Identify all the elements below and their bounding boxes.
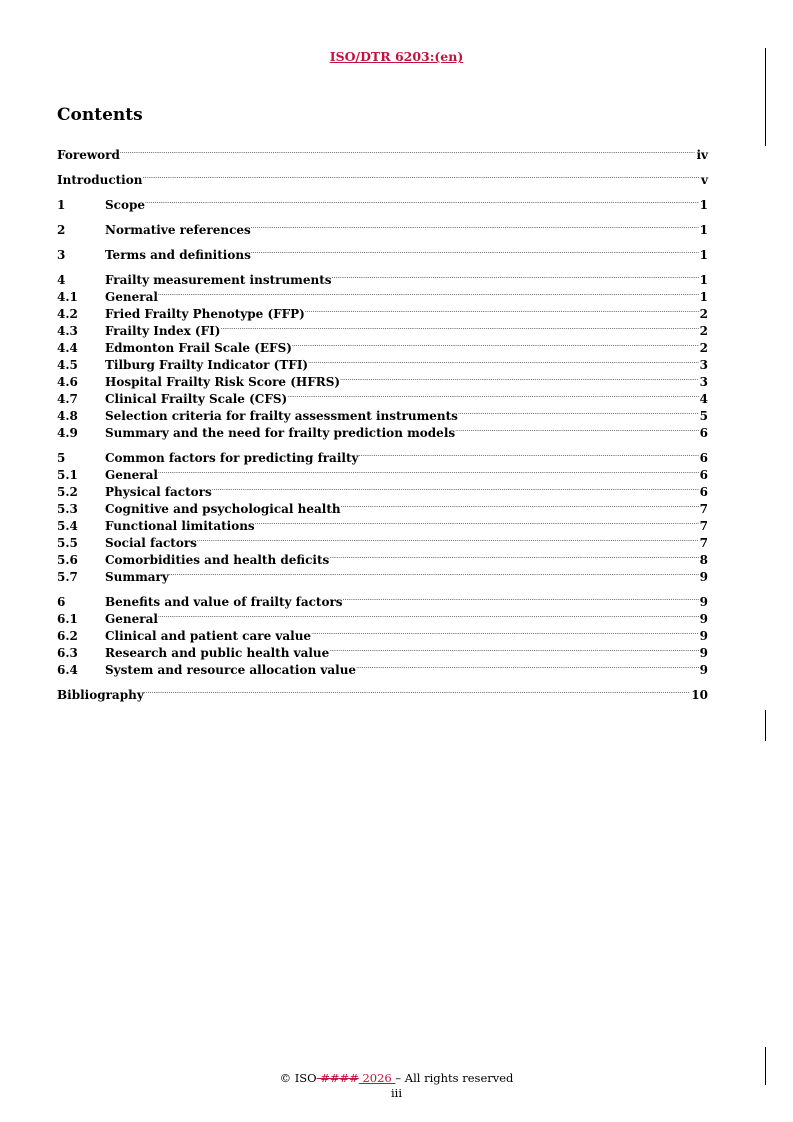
- toc-dot-leader: [158, 463, 699, 480]
- toc-entry-page: 3: [699, 375, 708, 389]
- toc-entry-page: 1: [699, 223, 708, 237]
- toc-entry[interactable]: [57, 687, 708, 704]
- change-bar-middle: [765, 710, 766, 741]
- toc-entry-page: 7: [699, 536, 708, 550]
- toc-entry-number: 5.1: [57, 468, 78, 482]
- toc-entry-page: 6: [699, 468, 708, 482]
- toc-dot-leader: [145, 193, 699, 210]
- toc-entry-label: General: [105, 290, 158, 304]
- toc-dot-leader: [356, 658, 699, 675]
- toc-entry-page: 7: [699, 519, 708, 533]
- toc-entry-page: 6: [699, 451, 708, 465]
- toc-entry-label: Normative references: [105, 223, 251, 237]
- toc-entry-page: 1: [699, 198, 708, 212]
- toc-entry-page: 5: [699, 409, 708, 423]
- toc-entry-number: 6.1: [57, 612, 78, 626]
- toc-dot-leader: [251, 243, 699, 260]
- toc-entry-number: 4.6: [57, 375, 78, 389]
- toc-entry-number: 4.8: [57, 409, 78, 423]
- toc-entry-number: 6.4: [57, 663, 78, 677]
- toc-entry-number: 6.3: [57, 646, 78, 660]
- toc-entry-page: 9: [699, 646, 708, 660]
- toc-entry-label: Clinical Frailty Scale (CFS): [105, 392, 288, 406]
- toc-entry-number: 4.7: [57, 392, 78, 406]
- toc-entry-number: 4.3: [57, 324, 78, 338]
- toc-entry-label: General: [105, 612, 158, 626]
- toc-dot-leader: [144, 683, 691, 700]
- toc-entry-page: 9: [699, 595, 708, 609]
- toc-entry-page: 6: [699, 485, 708, 499]
- toc-entry-number: 5.3: [57, 502, 78, 516]
- toc-entry[interactable]: [57, 662, 708, 679]
- toc-entry-number: 5.4: [57, 519, 78, 533]
- toc-dot-leader: [340, 370, 699, 387]
- toc-dot-leader: [169, 565, 699, 582]
- toc-dot-leader: [220, 319, 698, 336]
- toc-entry-label: General: [105, 468, 158, 482]
- toc-dot-leader: [458, 404, 699, 421]
- toc-entry-page: 9: [699, 570, 708, 584]
- copyright-line: [0, 1071, 793, 1086]
- toc-dot-leader: [358, 446, 698, 463]
- toc-entry-label: Terms and definitions: [105, 248, 251, 262]
- toc-dot-leader: [255, 514, 699, 531]
- toc-dot-leader: [142, 168, 700, 185]
- toc-entry-label: System and resource allocation value: [105, 663, 357, 677]
- toc-entry[interactable]: [57, 569, 708, 586]
- toc-entry-page: 10: [691, 688, 708, 702]
- toc-entry-label: Selection criteria for frailty assessment instruments: [105, 409, 458, 423]
- toc-entry-page: 3: [699, 358, 708, 372]
- toc-entry-number: 4.1: [57, 290, 78, 304]
- toc-dot-leader: [329, 548, 698, 565]
- toc-entry-number: 6.2: [57, 629, 78, 643]
- toc-entry-label: Clinical and patient care value: [105, 629, 312, 643]
- toc-entry-number: 5: [57, 451, 66, 465]
- toc-entry-label: Physical factors: [105, 485, 212, 499]
- toc-entry-page: 1: [699, 273, 708, 287]
- toc-dot-leader: [158, 607, 699, 624]
- toc-entry-page: 6: [699, 426, 708, 440]
- toc-dot-leader: [251, 218, 699, 235]
- toc-entry-page: 8: [699, 553, 708, 567]
- toc-dot-leader: [311, 624, 699, 641]
- toc-dot-leader: [120, 143, 696, 160]
- toc-dot-leader: [332, 268, 699, 285]
- toc-entry[interactable]: [57, 172, 708, 189]
- toc-entry-page: 7: [699, 502, 708, 516]
- change-bar-top: [765, 48, 766, 146]
- toc-entry-number: 5.2: [57, 485, 78, 499]
- toc-entry-number: 4.5: [57, 358, 78, 372]
- toc-entry-number: 4.9: [57, 426, 78, 440]
- toc-entry-label: Hospital Frailty Risk Score (HFRS): [105, 375, 341, 389]
- toc-entry-number: 5.6: [57, 553, 78, 567]
- toc-dot-leader: [455, 421, 699, 438]
- toc-dot-leader: [158, 285, 699, 302]
- toc-entry-number: 6: [57, 595, 66, 609]
- toc-entry-page: 1: [699, 290, 708, 304]
- contents-title: Contents: [57, 105, 143, 125]
- toc-entry[interactable]: [57, 425, 708, 442]
- toc-entry-label: Introduction: [57, 173, 143, 187]
- toc-entry-label: Foreword: [57, 148, 120, 162]
- toc-dot-leader: [329, 641, 698, 658]
- document-header: ISO/DTR 6203:(en): [329, 49, 464, 64]
- toc-entry-label: Scope: [105, 198, 146, 212]
- toc-entry[interactable]: [57, 197, 708, 214]
- toc-dot-leader: [197, 531, 699, 548]
- toc-dot-leader: [343, 590, 699, 607]
- page-number: iii: [390, 1086, 403, 1100]
- toc-entry-label: Social factors: [105, 536, 197, 550]
- toc-entry-number: 2: [57, 223, 66, 237]
- toc-dot-leader: [287, 387, 698, 404]
- toc-entry-number: 5.5: [57, 536, 78, 550]
- page-footer: [0, 1071, 793, 1101]
- toc-entry-page: 2: [699, 341, 708, 355]
- toc-dot-leader: [341, 497, 699, 514]
- toc-entry-page: 9: [699, 663, 708, 677]
- toc-entry-page: 2: [699, 307, 708, 321]
- toc-entry[interactable]: [57, 247, 708, 264]
- toc-entry-label: Comorbidities and health deficits: [105, 553, 330, 567]
- toc-entry-number: 4: [57, 273, 66, 287]
- toc-entry-label: Summary: [105, 570, 169, 584]
- toc-entry-label: Summary and the need for frailty prediction models: [105, 426, 456, 440]
- toc-entry-number: 5.7: [57, 570, 78, 584]
- toc-entry-label: Common factors for predicting frailty: [105, 451, 359, 465]
- toc-entry-label: Frailty Index (FI): [105, 324, 221, 338]
- inserted-year: 2026: [358, 1071, 396, 1085]
- toc-entry-label: Research and public health value: [105, 646, 330, 660]
- toc-entry-label: Tilburg Frailty Indicator (TFI): [105, 358, 309, 372]
- toc-entry-page: 1: [699, 248, 708, 262]
- toc-entry-page: 9: [699, 612, 708, 626]
- toc-entry-page: 2: [699, 324, 708, 338]
- toc-entry-label: Edmonton Frail Scale (EFS): [105, 341, 292, 355]
- table-of-contents: [57, 147, 708, 704]
- toc-entry-label: Bibliography: [57, 688, 144, 702]
- toc-entry-page: 4: [699, 392, 708, 406]
- deleted-year: ####: [316, 1071, 359, 1085]
- toc-entry-page: 9: [699, 629, 708, 643]
- rights-text: – All rights reserved: [395, 1071, 514, 1085]
- toc-entry-number: 4.4: [57, 341, 78, 355]
- toc-entry-label: Cognitive and psychological health: [105, 502, 341, 516]
- toc-entry-number: 4.2: [57, 307, 78, 321]
- toc-entry-label: Frailty measurement instruments: [105, 273, 332, 287]
- toc-dot-leader: [305, 302, 699, 319]
- toc-entry-label: Benefits and value of frailty factors: [105, 595, 343, 609]
- toc-dot-leader: [212, 480, 699, 497]
- toc-entry[interactable]: [57, 147, 708, 164]
- toc-dot-leader: [308, 353, 699, 370]
- toc-entry[interactable]: [57, 222, 708, 239]
- copyright-prefix: © ISO: [279, 1071, 317, 1085]
- toc-entry-number: 3: [57, 248, 66, 262]
- toc-entry-page: v: [701, 173, 708, 187]
- toc-dot-leader: [292, 336, 699, 353]
- toc-entry-label: Functional limitations: [105, 519, 255, 533]
- toc-entry-number: 1: [57, 198, 66, 212]
- toc-entry-label: Fried Frailty Phenotype (FFP): [105, 307, 305, 321]
- toc-entry-page: iv: [696, 148, 708, 162]
